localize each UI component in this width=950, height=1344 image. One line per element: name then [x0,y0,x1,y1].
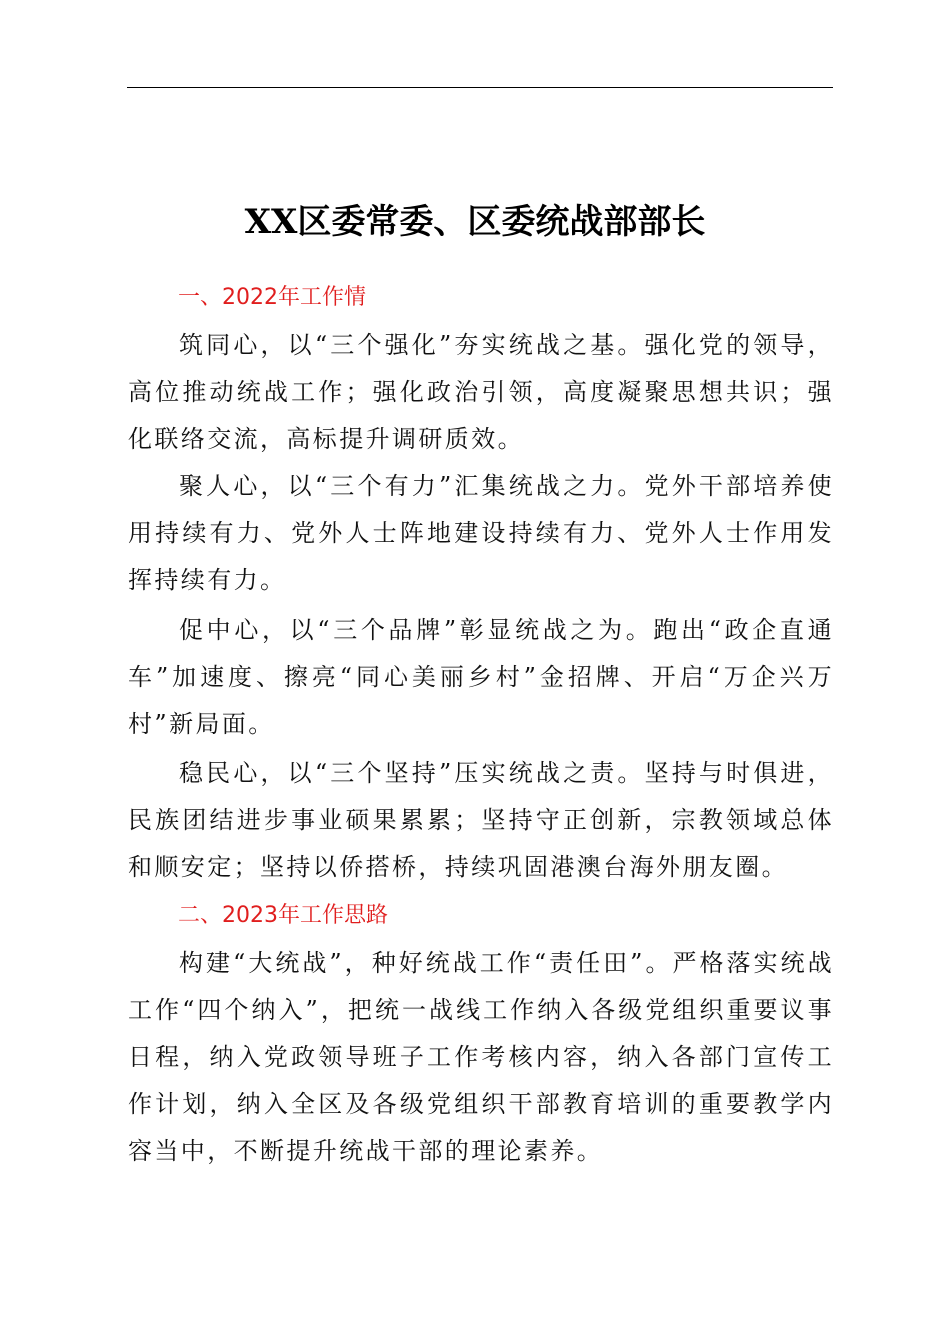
paragraph-renxin: 聚人心，以“三个有力”汇集统战之力。党外干部培养使用持续有力、党外人士阵地建设持续有力、党外人士作用发挥持续有力。 [128,472,834,594]
paragraph-tongxin: 筑同心，以“三个强化”夯实统战之基。强化党的领导，高位推动统战工作；强化政治引领，高度凝聚思想共识；强化联络交流，高标提升调研质效。 [128,331,834,453]
paragraph-minxin: 稳民心，以“三个坚持”压实统战之责。坚持与时俱进，民族团结进步事业硕果累累；坚持守正创新，宗教领域总体和顺安定；坚持以侨搭桥，持续巩固港澳台海外朋友圈。 [128,759,834,881]
document-title: XX区委常委、区委统战部部长 [244,202,706,242]
header-rule [127,87,833,88]
section-heading-2022: 一、2022年工作情 [178,285,366,310]
paragraph-datongzhan: 构建“大统战”，种好统战工作“责任田”。严格落实统战工作“四个纳入”，把统一战线工作纳入各级党组织重要议事日程，纳入党政领导班子工作考核内容，纳入各部门宣传工作计划，纳入全区及各级党组织干部教育培训的重要教学内容当中，不断提升统战干部的理论素养。 [128,949,834,1165]
paragraph-zhongxin: 促中心，以“三个品牌”彰显统战之为。跑出“政企直通车”加速度、擦亮“同心美丽乡村”金招牌、开启“万企兴万村”新局面。 [128,616,834,738]
section-heading-2023: 二、2023年工作思路 [178,903,388,928]
